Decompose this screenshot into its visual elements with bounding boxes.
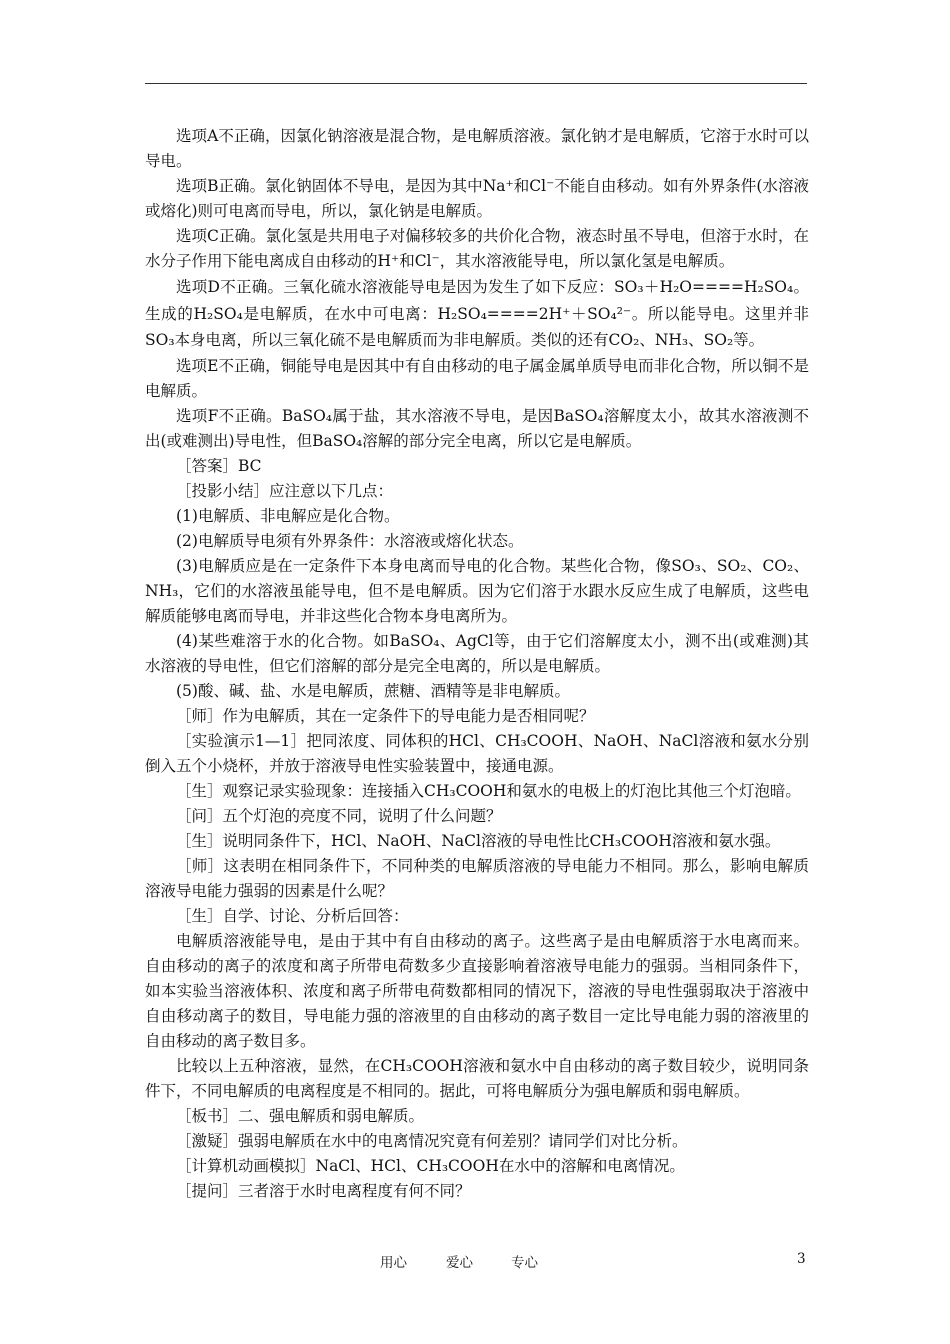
question-line: ［问］五个灯泡的亮度不同，说明了什么问题？ bbox=[176, 806, 502, 825]
projection-summary-heading: ［投影小结］应注意以下几点： bbox=[176, 481, 394, 500]
teacher-question: ［师］作为电解质，其在一定条件下的导电能力是否相同呢？ bbox=[176, 706, 595, 725]
summary-item-1: (1)电解质、非电解应是化合物。 bbox=[176, 506, 400, 525]
blackboard-line: ［板书］二、强电解质和弱电解质。 bbox=[176, 1106, 425, 1125]
paragraph: 选项B正确。氯化钠固体不导电，是因为其中Na⁺和Cl⁻不能自由移动。如有外界条件(水溶液或熔化)则可电离而导电，所以，氯化钠是电解质。 bbox=[145, 177, 809, 220]
summary-item-2: (2)电解质导电须有外界条件：水溶液或熔化状态。 bbox=[176, 531, 524, 550]
header-rule bbox=[145, 83, 807, 84]
footer-word: 专心 bbox=[511, 1255, 538, 1271]
student-discussion: ［生］自学、讨论、分析后回答： bbox=[176, 906, 409, 925]
paragraph: 比较以上五种溶液，显然，在CH₃COOH溶液和氨水中自由移动的离子数目较少，说明同条件下，不同电解质的电离程度是不相同的。据此，可将电解质分为强电解质和弱电解质。 bbox=[145, 1056, 809, 1100]
student-observation: ［生］观察记录实验现象：连接插入CH₃COOH和氨水的电极上的灯泡比其他三个灯泡暗。 bbox=[176, 781, 801, 800]
document-body bbox=[145, 124, 809, 1204]
paragraph: 选项F不正确。BaSO₄属于盐，其水溶液不导电，是因BaSO₄溶解度太小，故其水溶液测不出(或难测出)导电性，但BaSO₄溶解的部分完全电离，所以它是电解质。 bbox=[145, 406, 809, 450]
experiment-demo: ［实验演示1—1］把同浓度、同体积的HCl、CH₃COOH、NaOH、NaCl溶液和氨水分别倒入五个小烧杯，并放于溶液导电性实验装置中，接通电源。 bbox=[145, 731, 809, 775]
footer-word: 用心 bbox=[380, 1255, 407, 1271]
footer-word: 爱心 bbox=[446, 1255, 473, 1271]
teacher-explanation: ［师］这表明在相同条件下，不同种类的电解质溶液的导电能力不相同。那么，影响电解质溶液导电能力强弱的因素是什么呢？ bbox=[145, 856, 809, 900]
animation-line: ［计算机动画模拟］NaCl、HCl、CH₃COOH在水中的溶解和电离情况。 bbox=[176, 1156, 685, 1175]
inquiry-line: ［激疑］强弱电解质在水中的电离情况究竟有何差别？请同学们对比分析。 bbox=[176, 1131, 688, 1150]
paragraph: 电解质溶液能导电，是由于其中有自由移动的离子。这些离子是由电解质溶于水电离而来。自由移动的离子的浓度和离子所带电荷数多少直接影响着溶液导电能力的强弱。当相同条件下，如本实验当溶液体积、浓度和离子所带电荷数都相同的情况下，溶液的导电性强弱取决于溶液中自由移动离子的数目，导电能力强的溶液里的自由移动的离子数目一定比导电能力弱的溶液里的自由移动的离子数目多。 bbox=[145, 931, 809, 1050]
summary-item-4: (4)某些难溶于水的化合物。如BaSO₄、AgCl等，由于它们溶解度太小，测不出(或难测)其水溶液的导电性，但它们溶解的部分是完全电离的，所以是电解质。 bbox=[145, 631, 809, 675]
paragraph: 选项E不正确，铜能导电是因其中有自由移动的电子属金属单质导电而非化合物，所以铜不是电解质。 bbox=[145, 356, 809, 400]
paragraph: 选项C正确。氯化氢是共用电子对偏移较多的共价化合物，液态时虽不导电，但溶于水时，在水分子作用下能电离成自由移动的H⁺和Cl⁻，其水溶液能导电，所以氯化氢是电解质。 bbox=[145, 227, 809, 270]
summary-item-3: (3)电解质应是在一定条件下本身电离而导电的化合物。某些化合物，像SO₃、SO₂、CO₂、NH₃，它们的水溶液虽能导电，但不是电解质。因为它们溶于水跟水反应生成了电解质，这些电解质能够电离而导电，并非这些化合物本身电离所为。 bbox=[145, 556, 809, 625]
summary-item-5: (5)酸、碱、盐、水是电解质，蔗糖、酒精等是非电解质。 bbox=[176, 681, 570, 700]
student-answer: ［生］说明同条件下，HCl、NaOH、NaCl溶液的导电性比CH₃COOH溶液和氨水强。 bbox=[176, 831, 781, 850]
answer-line: ［答案］BC bbox=[176, 456, 262, 475]
paragraph: 选项D不正确。三氧化硫水溶液能导电是因为发生了如下反应：SO₃＋H₂O====H₂SO₄。生成的H₂SO₄是电解质，在水中可电离：H₂SO₄====2H⁺＋SO₄²⁻。所以能导电。这里并非SO₃本身电离，所以三氧化硫不是电解质而为非电解质。类似的还有CO₂、NH₃、SO₂等。 bbox=[145, 278, 809, 349]
question-prompt: ［提问］三者溶于水时电离程度有何不同？ bbox=[176, 1181, 471, 1200]
page-number: 3 bbox=[797, 1251, 806, 1267]
paragraph: 选项A不正确，因氯化钠溶液是混合物，是电解质溶液。氯化钠才是电解质，它溶于水时可以导电。 bbox=[145, 127, 809, 170]
